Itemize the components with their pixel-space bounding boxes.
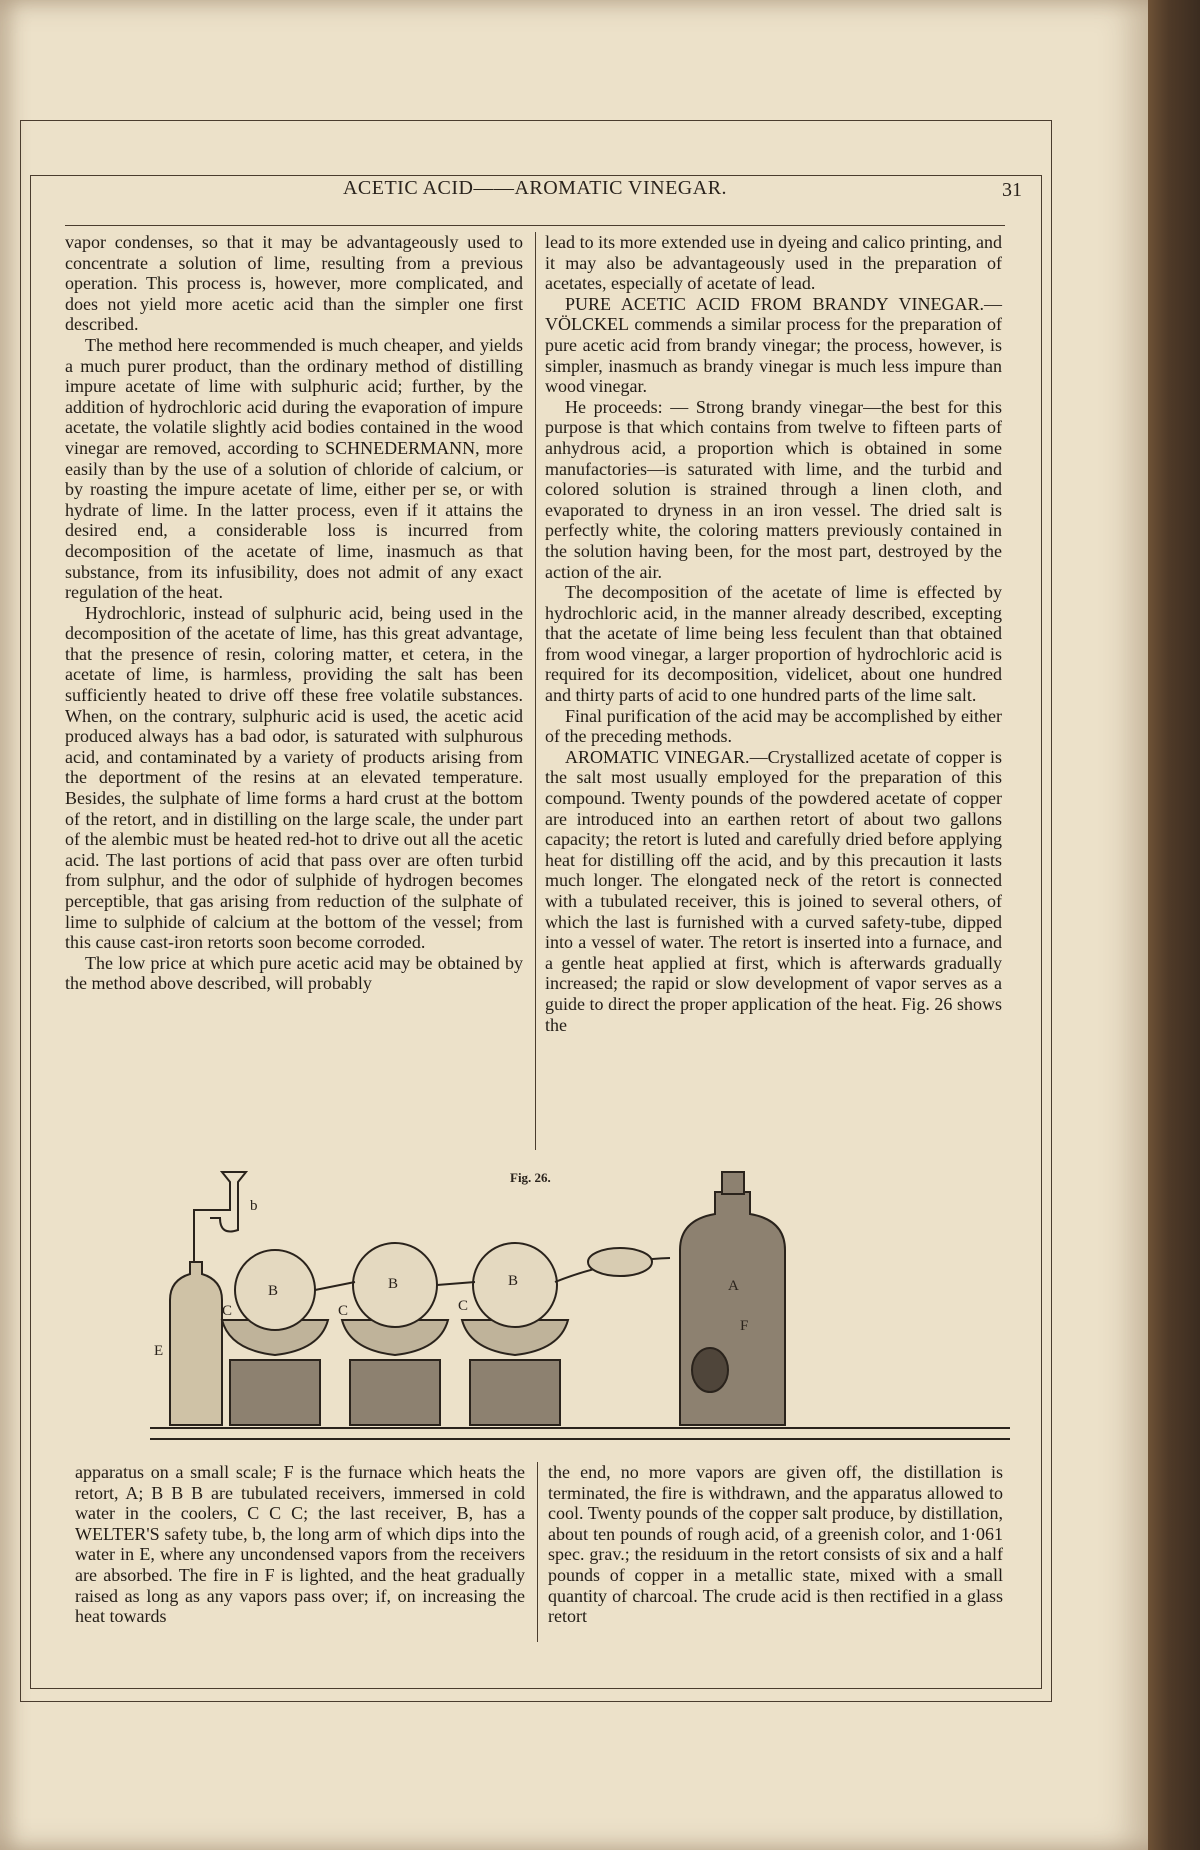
figure-rule (150, 1438, 1010, 1440)
paragraph: The low price at which pure acetic acid may be obtained by the method above described, will probably (65, 952, 523, 994)
header-rule (65, 225, 1005, 226)
paragraph: Final purification of the acid may be accomplished by either of the preceding methods. (545, 705, 1002, 747)
distillation-apparatus-figure (150, 1170, 1010, 1442)
label-E: E (154, 1343, 164, 1359)
label-B: B (388, 1276, 399, 1292)
label-A: A (728, 1278, 739, 1294)
running-title: ACETIC ACID——AROMATIC VINEGAR. (342, 177, 728, 199)
furnace-grate (692, 1348, 728, 1392)
paragraph: Hydrochloric, instead of sulphuric acid, being used in the decomposition of the acetate of lime, has this great advantage, that the presence of resin, coloring matter, et cetera, in the acetate of lime, is harmless, providing the salt has been sufficiently heated to drive off these free volatile substances. When, on the contrary, sulphuric acid is used, the acetic acid produced always has a bad odor, is saturated with sulphurous acid, and contaminated by a variety of products arising from the deportment of the resins at an elevated temperature. Besides, the sulphate of lime forms a hard crust at the bottom of the retort, and in distilling on the large scale, the under part of the alembic must be heated red-hot to drive out all the acetic acid. The last portions of acid that pass over are often turbid from sulphur, and the odor of sulphide of hydrogen becomes perceptible, that gas arising from reduction of the sulphate of lime to sulphide of calcium at the bottom of the vessel; from this cause cast-iron retorts soon become corroded. (65, 602, 523, 953)
paragraph: He proceeds: — Strong brandy vinegar—the best for this purpose is that which contains from twelve to fifteen parts of anhydrous acid, a proportion which is obtained in some manufactories—is saturated with lime, and the turbid and colored solution is strained through a linen cloth, and evaporated to dryness in an iron vessel. The dried salt is perfectly white, the coloring matters previously contained in the solution having been, for the most part, destroyed by the action of the air. (545, 396, 1002, 582)
page-header (30, 175, 1040, 221)
section-paragraph (545, 294, 1002, 397)
section-paragraph (545, 747, 1002, 1035)
stand-2 (350, 1360, 440, 1425)
book-edge (1148, 0, 1200, 1850)
paragraph-text: commends a similar process for the preparation of pure acetic acid from brandy vinegar; the process, however, is simpler, inasmuch as brandy vinegar is much less impure than wood vinegar. (545, 314, 1002, 397)
column-divider (535, 232, 536, 1150)
label-C: C (458, 1298, 469, 1314)
stand-3 (470, 1360, 560, 1425)
label-F: F (740, 1318, 749, 1334)
label-B: B (268, 1283, 279, 1299)
retort-bulb (588, 1248, 652, 1276)
paragraph: vapor condenses, so that it may be advantageously used to concentrate a solution of lime, resulting from a previous operation. This process is, however, more complicated, and does not yield more acetic acid than the simpler one first described. (65, 232, 523, 335)
paragraph: lead to its more extended use in dyeing and calico printing, and it may also be advantageously used in the preparation of acetates, especially of acetate of lead. (545, 232, 1002, 294)
paragraph: The method here recommended is much cheaper, and yields a much purer product, than the ordinary method of distilling impure acetate of lime with sulphuric acid; further, by the addition of hydrochloric acid during the evaporation of impure acetate, the volatile slightly acid bodies contained in the wood vinegar are removed, according to SCHNEDERMANN, more easily than by the use of a solution of chloride of calcium, or by roasting the impure acetate of lime, either per se, or with hydrate of lime. In the latter process, even if it attains the desired end, a considerable loss is incurred from decomposition of the acetate of lime, inasmuch as that substance, from its infusibility, does not admit of any exact regulation of the heat. (65, 334, 523, 603)
figure-caption: Fig. 26. (510, 1170, 551, 1185)
bottle-E (170, 1262, 222, 1425)
label-b: b (250, 1198, 258, 1214)
label-B: B (508, 1273, 519, 1289)
column-divider (537, 1462, 538, 1642)
author-name: VÖLCKEL (545, 314, 629, 335)
label-C: C (338, 1303, 349, 1319)
paragraph-text: —Crystallized acetate of copper is the salt most usually employed for the preparation of this compound. Twenty pounds of the powdered acetate of copper are introduced into an earthen retort of about two gallons capacity; the retort is luted and carefully dried before applying heat for distilling off the acid, and by this precaution it lasts much longer. The elongated neck of the retort is connected with a tubulated receiver, this is joined to several others, of which the last is furnished with a curved safety-tube, dipped into a vessel of water. The retort is inserted into a furnace, and a gentle heat applied at first, which is afterwards gradually increased; the rapid or slow development of vapor serves as a guide to direct the proper application of the heat. Fig. 26 shows the (545, 746, 1002, 1035)
label-C: C (222, 1303, 233, 1319)
section-heading: PURE ACETIC ACID FROM BRANDY VINEGAR.— (565, 293, 1002, 314)
connector-1 (315, 1282, 355, 1290)
safety-tube-b (194, 1172, 246, 1262)
furnace-F (680, 1192, 785, 1425)
paragraph: apparatus on a small scale; F is the furnace which heats the retort, A; B B B are tubulated receivers, immersed in cold water in the coolers, C C C; the last receiver, B, has a WELTER'S safety tube, b, the long arm of which dips into the water in E, where any uncondensed vapors from the receivers are absorbed. The fire in F is lighted, and the heat gradually raised as long as any vapors pass over; if, on increasing the heat towards (75, 1462, 525, 1627)
connector-2 (437, 1282, 475, 1285)
furnace-chimney (722, 1172, 744, 1194)
page-number: 31 (1002, 179, 1022, 201)
left-column (65, 232, 523, 994)
paragraph: the end, no more vapors are given off, the distillation is terminated, the fire is withdrawn, and the apparatus allowed to cool. Twenty pounds of the copper salt produce, by distillation, about ten pounds of rough acid, of a greenish color, and 1·061 spec. grav.; the residuum in the retort consists of six and a half pounds of copper in a metallic state, mixed with a small quantity of charcoal. The crude acid is then rectified in a glass retort (548, 1462, 1003, 1627)
right-column (545, 232, 1002, 1035)
stand-1 (230, 1360, 320, 1425)
bottom-right-column (548, 1462, 1003, 1627)
section-heading: AROMATIC VINEGAR. (565, 746, 750, 767)
bottom-left-column (75, 1462, 525, 1627)
paragraph: The decomposition of the acetate of lime is effected by hydrochloric acid, in the manner already described, excepting that the acetate of lime being less feculent than that obtained from wood vinegar, a larger proportion of hydrochloric acid is required for its decomposition, videlicet, about one hundred and thirty parts of acid to one hundred parts of the lime salt. (545, 582, 1002, 706)
